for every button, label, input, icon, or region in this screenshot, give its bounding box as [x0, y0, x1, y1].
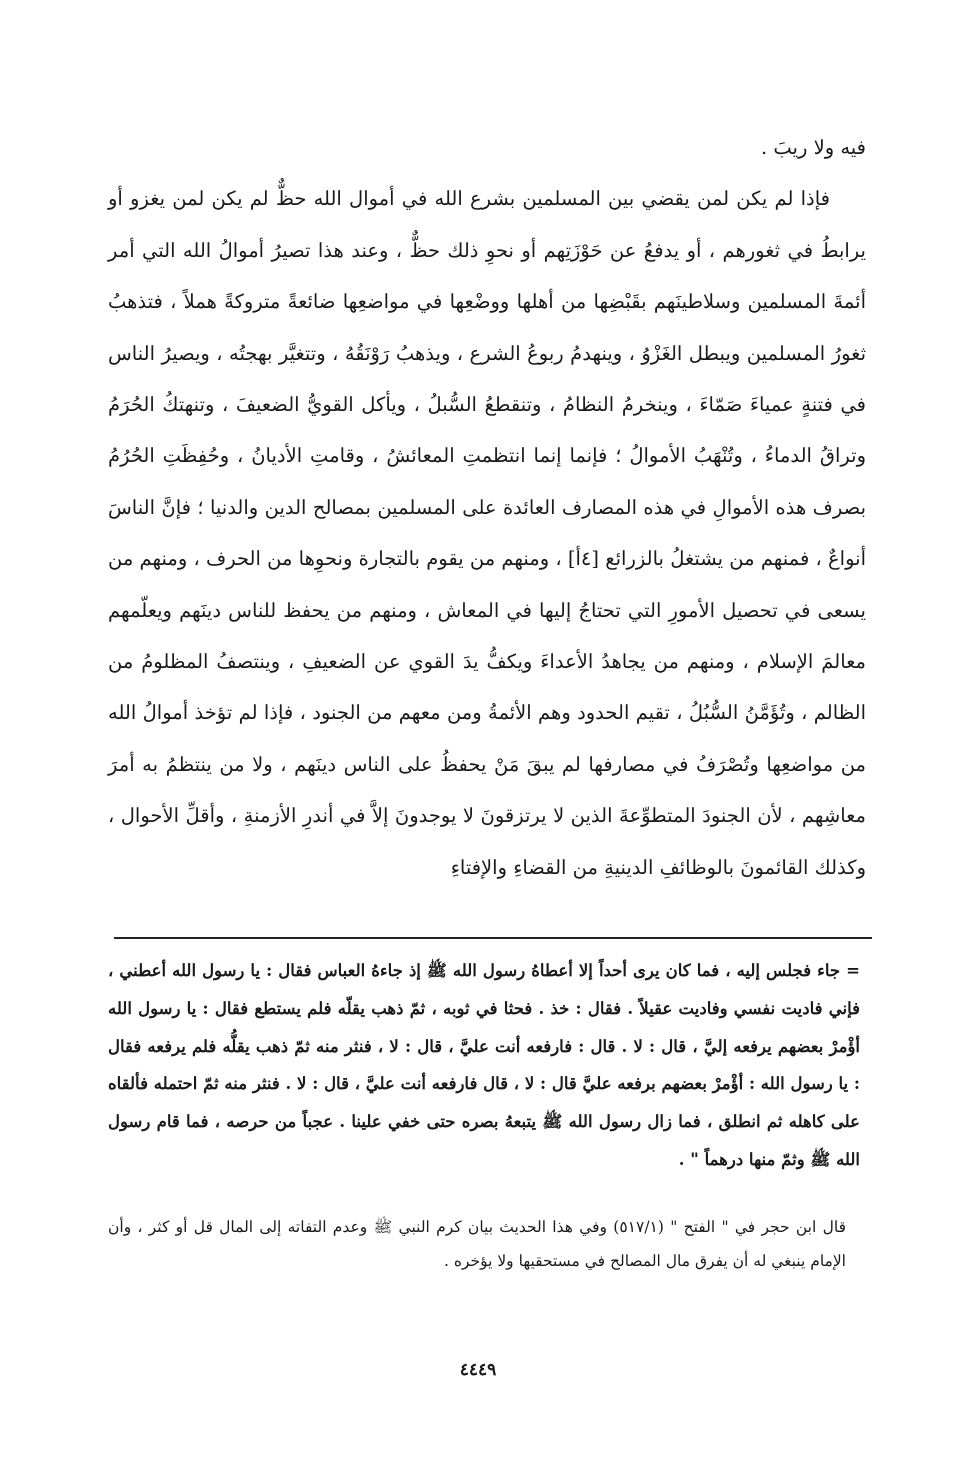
page-number: ٤٤٤٩ — [459, 1360, 497, 1380]
footnote-hadith-narration: = جاء فجلس إليه ، فما كان يرى أحداً إلا أعطاهُ رسول الله ﷺ إذ جاءهُ العباس فقال : يا رسول الله أعطني ، فإني فاديت نفسي وفاديت عقيلاً . فقال : خذ . فحثا في ثوبه ، ثمّ ذهب يقلّه فلم يستطع فقال : يا رسول الله أؤْمرْ بعضهم يرفعه إليَّ ، قال : لا . قال : فارفعه أنت عليَّ ، قال : لا ، فنثر منه ثمّ ذهب يقلُّه فلم يرفعه فقال : يا رسول الله : أؤْمرْ بعضهم برفعه عليَّ قال : لا ، قال فارفعه أنت عليَّ ، قال : لا . فنثر منه ثمّ احتمله فألقاه على كاهله ثم انطلق ، فما زال رسول الله ﷺ يتبعهُ بصره حتى خفي علينا . عجباً من حرصه ، فما قام رسول الله ﷺ وثمّ منها درهماً " . — [108, 961, 860, 1169]
paragraph-opening: فيه ولا ريبَ . — [761, 136, 866, 159]
main-text-block — [108, 122, 866, 893]
paragraph-body: فإذا لم يكن لمن يقضي بين المسلمين بشرع الله في أموال الله حظٌّ لم يكن لمن يغزو أو يرابطُ في ثغورهم ، أو يدفعُ عن حَوْزَتِهم أو نحوِ ذلك حظٌّ ، وعند هذا تصيرُ أموالُ الله التي أمر أئمةَ المسلمين وسلاطينَهم بقَبْضِها من أهلها ووضْعِها في مواضعِها ضائعةً متروكةً هملاً ، فتذهبُ ثغورُ المسلمين ويبطل الغَزْوُ ، وينهدمُ ربوعُ الشرع ، ويذهبُ رَوْنَقُهُ ، وتتغيَّر بهجتُه ، ويصيرُ الناس في فتنةٍ عمياءَ صَمّاءَ ، وينخرمُ النظامُ ، وتنقطعُ السُّبلُ ، ويأكل القويُّ الضعيفَ ، وتنهتكُ الحُرَمُ وتراقُ الدماءُ ، وتُنْهَبُ الأموالُ ؛ فإنما إنما انتظمتِ المعائشُ ، وقامتِ الأديانُ ، وحُفِظَتِ الحُرُمُ بصرف هذه الأموالِ في هذه المصارف العائدة على المسلمين بمصالح الدين والدنيا ؛ فإنَّ الناسَ أنواعٌ ، فمنهم من يشتغلُ بالزرائع [٤أ] ، ومنهم من يقوم بالتجارة ونحوِها من الحرف ، ومنهم من يسعى في تحصيل الأمورِ التي تحتاجُ إليها في المعاش ، ومنهم من يحفظ للناس دينَهم ويعلّمهم معالمَ الإسلام ، ومنهم من يجاهدُ الأعداءَ ويكفُّ يدَ القوي عن الضعيفِ ، وينتصفُ المظلومُ من الظالم ، وتُؤَمَّنُ السُّبُلُ ، تقيم الحدود وهم الأئمةُ ومن معهم من الجنود ، فإذا لم تؤخذ أموالُ الله من مواضعِها وتُصْرَفُ في مصارفها لم يبقَ مَنْ يحفظُ على الناس دينَهم ، ولا من ينتظمُ به أمرَ معاشِهم ، لأن الجنودَ المتطوِّعةَ الذين لا يرتزقونَ لا يوجدونَ إلاَّ في أندرِ الأزمنةِ ، وأقلِّ الأحوال ، وكذلك القائمونَ بالوظائفِ الدينيةِ من القضاءِ والإفتاءِ — [108, 187, 867, 879]
footnote-commentary: قال ابن حجر في " الفتح " (٥١٧/١) وفي هذا الحديث بيان كرم النبي ﷺ وعدم التفاته إلى المال قل أو كثر ، وأن الإمام ينبغي له أن يفرق مال المصالح في مستحقيها ولا يؤخره . — [108, 1218, 846, 1270]
footnote-separator-rule — [114, 937, 872, 939]
